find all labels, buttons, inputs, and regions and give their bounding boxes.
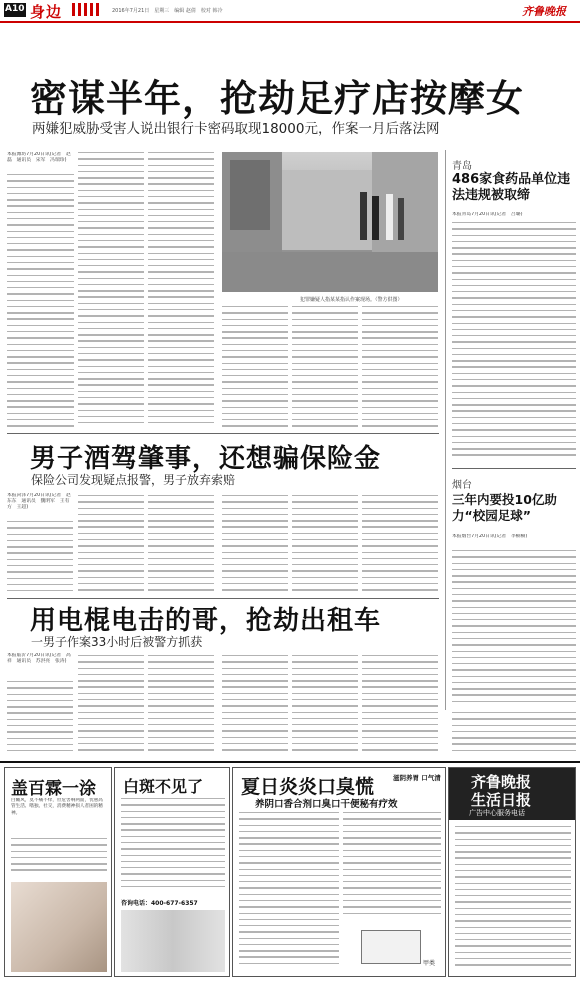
ad3-title: 夏日炎炎口臭慌 [241, 776, 375, 798]
sidebar1-city: 青岛 [452, 161, 472, 172]
section-stripe [72, 3, 100, 16]
story2-column-5 [292, 495, 358, 595]
story2-column-4 [222, 495, 288, 595]
ad-gaibailin [4, 767, 112, 977]
ad-qilu-classifieds [448, 767, 576, 977]
person-figure-3 [386, 194, 393, 240]
sidebar1-byline: 本报青岛7月20日讯(记者 吕璐) [452, 212, 523, 217]
story2-column-6 [362, 495, 438, 595]
masthead-rule [0, 21, 580, 23]
story1-column-3 [148, 152, 214, 432]
ad3-body-right [343, 812, 441, 924]
sidebar2-byline: 本报烟台7月20日讯(记者 李楠楠) [452, 534, 528, 539]
story3-column-4 [222, 655, 288, 757]
ad2-body [121, 798, 225, 894]
story1-column-2 [78, 152, 144, 432]
sidebar-divider [445, 150, 446, 710]
person-figure-2 [372, 196, 379, 240]
story1-column-6 [362, 306, 438, 432]
person-figure-1 [360, 192, 367, 240]
ad1-body [11, 838, 107, 878]
story1-subhead: 两嫌犯威胁受害人说出银行卡密码取现18000元，作案一月后落法网 [32, 121, 440, 137]
ads-top-rule [0, 761, 580, 763]
story1-bottom-rule [7, 433, 439, 434]
masthead [0, 0, 580, 20]
story1-photo [222, 152, 438, 292]
sidebar1-body [452, 222, 576, 462]
ad3-product-box [361, 930, 421, 964]
story1-byline: 本报潍坊7月20日讯(记者 赵磊 通讯员 宋军 冯瑞珍) [7, 152, 71, 164]
story2-byline: 本报菏泽7月20日讯(记者 赵东东 通讯员 魏明军 王有方 王超) [7, 493, 71, 511]
ad-kouchou [232, 767, 446, 977]
logo: 齐鲁晚报 [522, 5, 566, 18]
story3-subhead: 一男子作案33小时后被警方抓获 [31, 635, 203, 649]
story3-headline-text: 用电棍电击的哥，抢劫出租车 [30, 606, 382, 636]
story2-column-2 [78, 495, 144, 595]
ad4-title2: 生活日报 [471, 791, 532, 809]
ad-baiban [114, 767, 230, 977]
story2-bottom-rule [7, 598, 439, 599]
dateline: 2016年7月21日 星期三 编辑 赵倩 校对 韩冷 [112, 8, 223, 14]
ad1-photo [11, 882, 107, 972]
sidebar1-headline-text: 486家食药品单位违法违规被取缔 [452, 172, 571, 203]
story3-column-2 [78, 655, 144, 757]
ad3-tag: 滋阴养胃 口气清 [393, 774, 441, 782]
ad2-title: 白斑不见了 [123, 777, 204, 796]
story3-byline: 本报临沂7月20日讯(记者 高祥 通讯员 苏洪亮 张涛) [7, 653, 71, 665]
ad1-text: 白癜风，莫不痛不痒，但危害响两面，优惠高管生活、嗜独、社交，消费精神损人者困的精神。 [11, 798, 103, 816]
page-number: A10 [5, 4, 25, 14]
story2-headline: 男子酒驾肇事，还想骗保险金 [30, 444, 382, 474]
story2-column-1 [7, 521, 73, 595]
sidebar2-city: 烟台 [452, 480, 472, 491]
sidebar2-headline-text: 三年内要投10亿助力“校园足球” [452, 492, 557, 523]
story1-column-4 [222, 306, 288, 432]
story1-photo-caption: 犯罪嫌疑人指某某指认作案现场。（警方供图） [300, 297, 403, 303]
ad1-title: 盖百霖一涂 [11, 779, 96, 799]
story3-column-6 [362, 655, 438, 757]
story3-column-3 [148, 655, 214, 757]
story1-column-1 [7, 174, 74, 432]
story3-column-5 [292, 655, 358, 757]
ad4-title: 齐鲁晚报 [471, 773, 532, 791]
story3-column-7 [452, 712, 576, 757]
sidebar2-body [452, 550, 576, 710]
ad2-hotline: 咨询电话：400-677-6357 [121, 900, 198, 907]
person-figure-4 [398, 198, 404, 240]
ad3-body-left [239, 812, 339, 972]
story3-headline-visible [30, 600, 381, 637]
story2-column-3 [148, 495, 214, 595]
sidebar1-headline [452, 172, 576, 204]
ad4-sub: 广告中心服务电话 [469, 809, 525, 817]
section-name: 身边 [30, 3, 63, 21]
ad3-brand: 甲类 [423, 960, 436, 967]
ad3-sub: 养阴口香合剂口臭口干便秘有疗效 [255, 799, 398, 810]
story1-column-5 [292, 306, 358, 432]
ad4-body [455, 826, 571, 972]
story2-subhead: 保险公司发现疑点报警，男子放弃索赔 [31, 473, 236, 487]
sidebar2-top-rule [452, 468, 576, 469]
ad2-photo [121, 910, 225, 972]
sidebar2-headline [452, 492, 576, 524]
story1-headline: 密谋半年，抢劫足疗店按摩女 [30, 77, 524, 120]
story3-column-1 [7, 681, 73, 757]
